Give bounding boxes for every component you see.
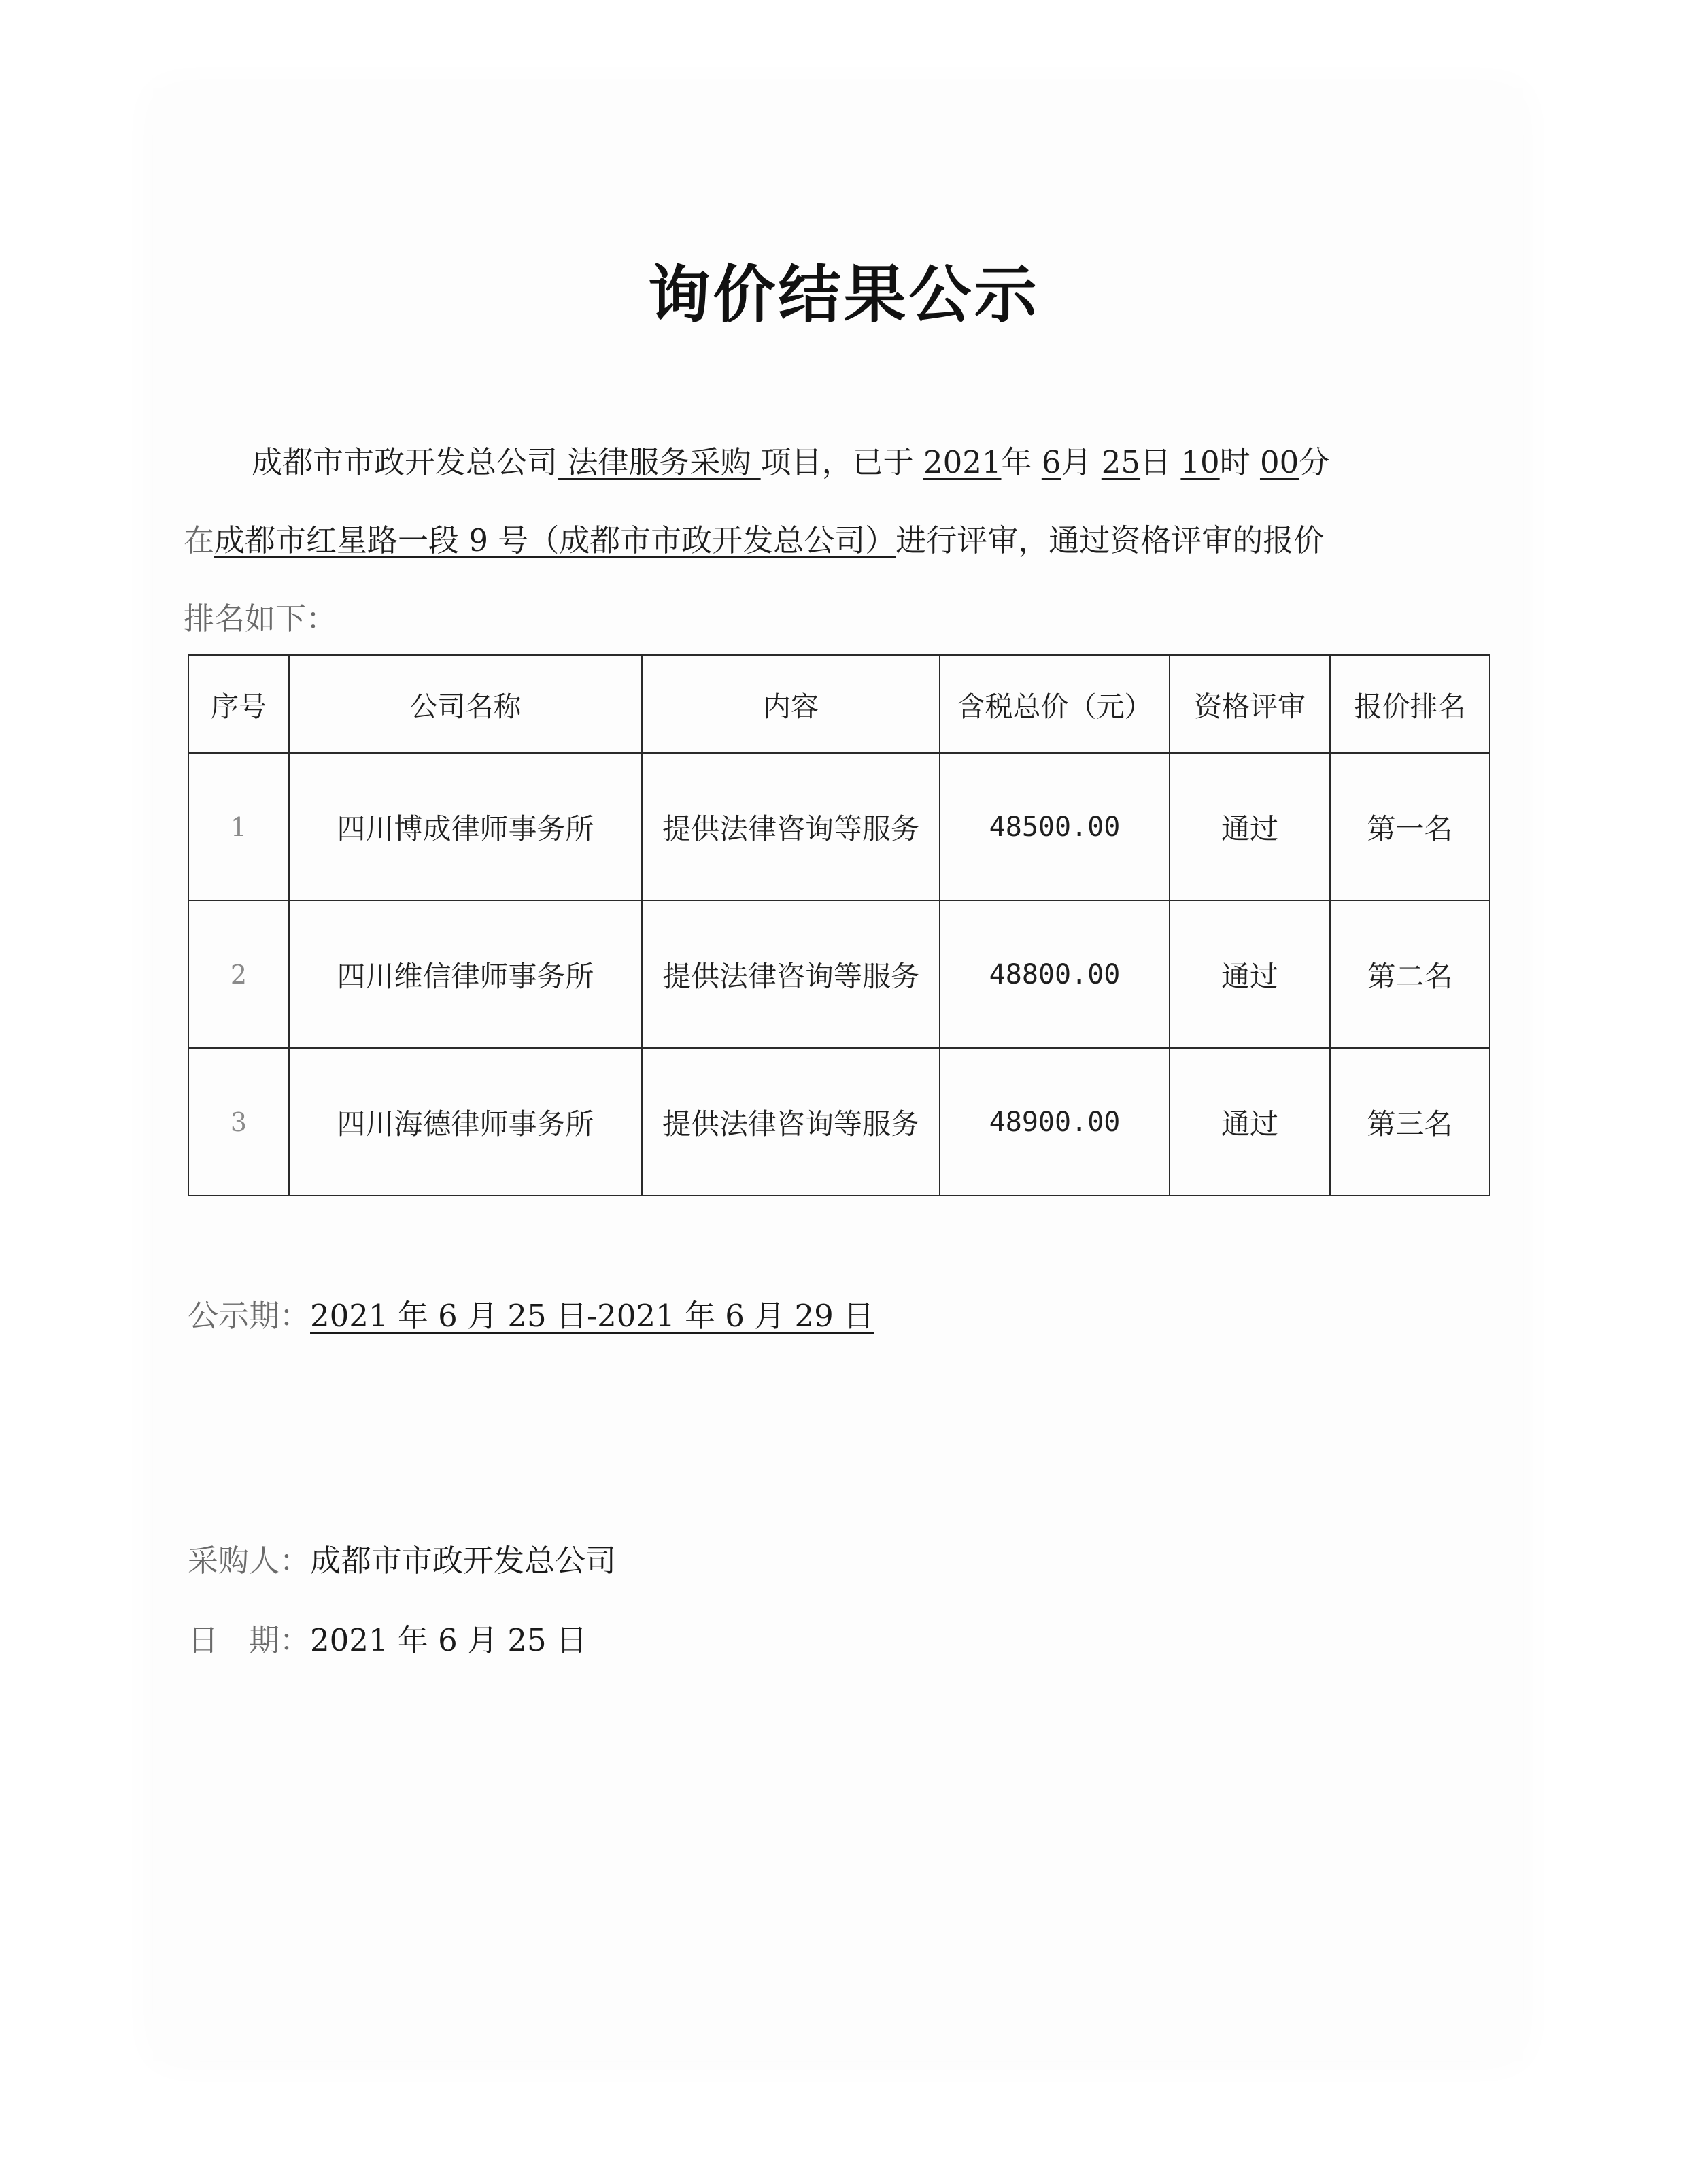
cell-price: 48900.00 xyxy=(940,1048,1170,1196)
cell-company: 四川海德律师事务所 xyxy=(289,1048,642,1196)
header-price: 含税总价（元） xyxy=(940,655,1170,753)
intro-hour: 10 xyxy=(1180,444,1220,480)
document-title: 询价结果公示 xyxy=(647,258,1040,331)
intro-month: 6 xyxy=(1041,444,1061,480)
header-seq: 序号 xyxy=(188,655,289,753)
results-table xyxy=(188,654,1490,1196)
cell-rank: 第三名 xyxy=(1330,1048,1490,1196)
intro-project-name: 法律服务采购 xyxy=(558,444,761,480)
cell-content: 提供法律咨询等服务 xyxy=(642,901,940,1048)
table-row xyxy=(188,753,1490,901)
header-company: 公司名称 xyxy=(289,655,642,753)
header-content: 内容 xyxy=(642,655,940,753)
issue-date xyxy=(188,1620,587,1661)
cell-rank: 第二名 xyxy=(1330,901,1490,1048)
cell-company: 四川博成律师事务所 xyxy=(289,753,642,901)
intro-text: 日 xyxy=(1140,444,1172,480)
intro-text: 在 xyxy=(184,522,215,558)
cell-qualification: 通过 xyxy=(1170,1048,1330,1196)
purchaser-value: 成都市市政开发总公司 xyxy=(310,1543,617,1579)
header-rank: 报价排名 xyxy=(1330,655,1490,753)
intro-minute: 00 xyxy=(1259,444,1299,480)
intro-year: 2021 xyxy=(923,444,1002,480)
intro-company: 成都市市政开发总公司 xyxy=(252,444,558,480)
table-row xyxy=(188,901,1490,1048)
intro-text: 分 xyxy=(1299,444,1330,480)
cell-seq: 2 xyxy=(188,901,289,1048)
table-row xyxy=(188,1048,1490,1196)
cell-price: 48500.00 xyxy=(940,753,1170,901)
header-qualification: 资格评审 xyxy=(1170,655,1330,753)
cell-company: 四川维信律师事务所 xyxy=(289,901,642,1048)
intro-text: 时 xyxy=(1219,444,1250,480)
intro-text: 项目，已于 xyxy=(760,444,914,480)
cell-seq: 1 xyxy=(188,753,289,901)
notice-period-value: 2021 年 6 月 25 日-2021 年 6 月 29 日 xyxy=(310,1298,874,1334)
issue-date-label: 日 期： xyxy=(188,1622,311,1658)
notice-period-label: 公示期： xyxy=(188,1298,311,1334)
intro-line-1 xyxy=(252,442,1557,483)
cell-price: 48800.00 xyxy=(940,901,1170,1048)
notice-period xyxy=(188,1296,874,1337)
purchaser-label: 采购人： xyxy=(188,1543,311,1579)
cell-content: 提供法律咨询等服务 xyxy=(642,1048,940,1196)
intro-text: 月 xyxy=(1061,444,1092,480)
cell-seq: 3 xyxy=(188,1048,289,1196)
intro-location: 成都市红星路一段 9 号（成都市市政开发总公司） xyxy=(214,522,896,558)
issue-date-value: 2021 年 6 月 25 日 xyxy=(310,1622,587,1658)
cell-qualification: 通过 xyxy=(1170,753,1330,901)
purchaser xyxy=(188,1541,616,1581)
cell-qualification: 通过 xyxy=(1170,901,1330,1048)
table-header-row xyxy=(188,655,1490,753)
intro-text: 排名如下： xyxy=(184,601,337,637)
intro-line-2 xyxy=(184,520,1489,561)
intro-day: 25 xyxy=(1101,444,1141,480)
cell-rank: 第一名 xyxy=(1330,753,1490,901)
cell-content: 提供法律咨询等服务 xyxy=(642,753,940,901)
intro-line-3 xyxy=(184,599,1489,639)
intro-text: 年 xyxy=(1001,444,1032,480)
intro-text: 进行评审，通过资格评审的报价 xyxy=(896,522,1325,558)
